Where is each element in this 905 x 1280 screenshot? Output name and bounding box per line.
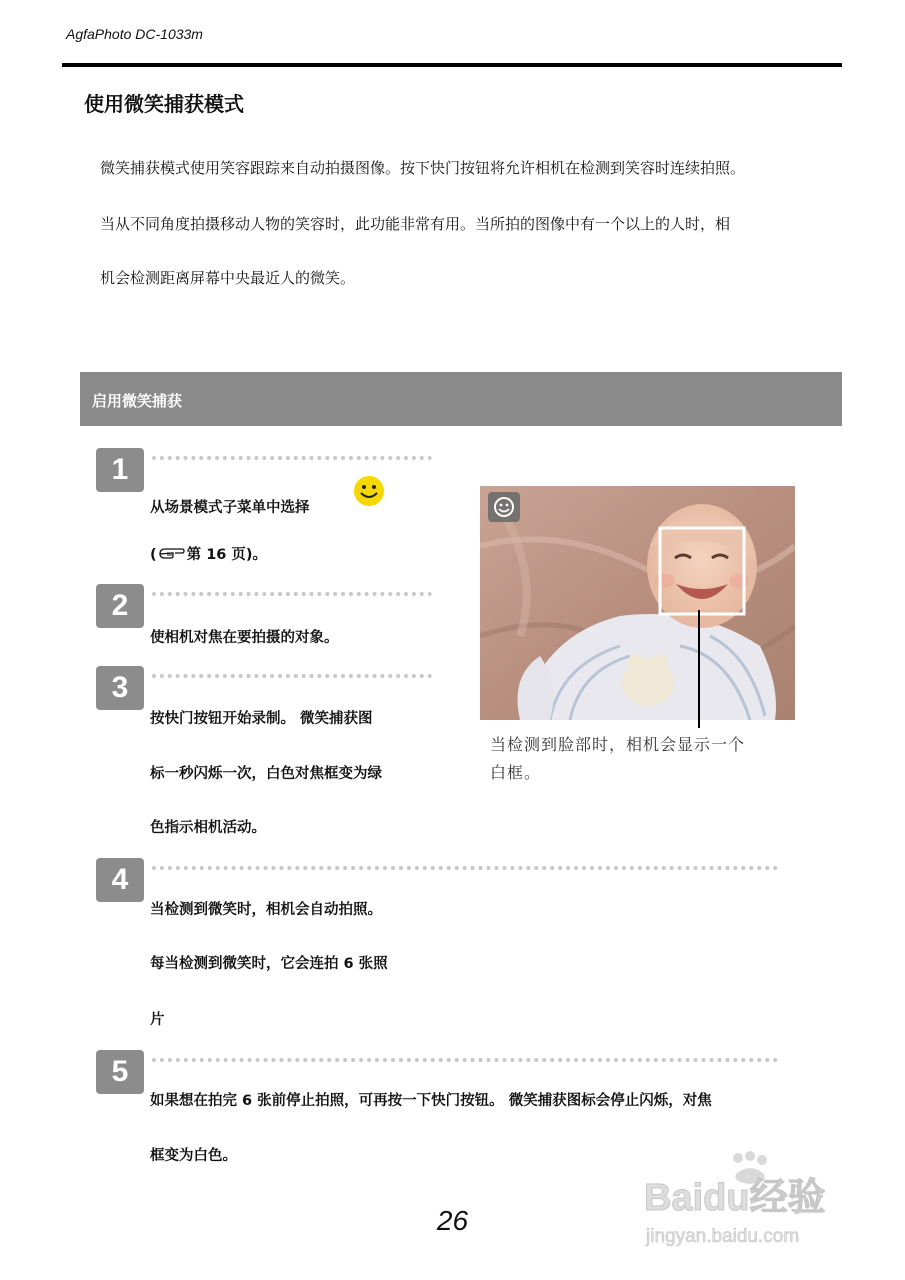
smile-capture-icon [352,474,386,512]
section-title: 使用微笑捕获模式 [84,92,244,116]
intro-line-2: 当从不同角度拍摄移动人物的笑容时，此功能非常有用。当所拍的图像中有一个以上的人时，相 [100,215,731,233]
step-3-line-1: 按快门按钮开始录制。 微笑捕获图 [150,711,373,727]
figure-caption-line-2: 白框。 [490,763,542,782]
pointing-hand-icon [158,545,186,565]
procedure-banner-title: 启用微笑捕获 [92,392,183,410]
step-badge-2: 2 [96,584,144,628]
step-2-line-1: 使相机对焦在要拍摄的对象。 [150,630,339,646]
step-divider-4 [152,866,778,870]
step-1-line-1: 从场景模式子菜单中选择 [150,500,310,516]
figure-caption-line-1: 当检测到脸部时，相机会显示一个 [490,735,746,754]
page-ref-open: ( [150,547,157,563]
caption-leader-line [698,610,700,728]
step-divider-3 [152,674,432,678]
step-badge-5: 5 [96,1050,144,1094]
step-badge-1: 1 [96,448,144,492]
watermark-brand: Baidu经验 [644,1177,826,1219]
step-divider-5 [152,1058,778,1062]
step-5-line-2: 框变为白色。 [150,1148,237,1164]
step-badge-4: 4 [96,858,144,902]
page-number: 26 [436,1205,469,1236]
intro-line-1: 微笑捕获模式使用笑容跟踪来自动拍摄图像。按下快门按钮将允许相机在检测到笑容时连续拍照。 [100,159,746,177]
step-4-line-2: 每当检测到微笑时，它会连拍 6 张照 [150,956,388,972]
header-rule [62,63,842,67]
step-4-line-1: 当检测到微笑时，相机会自动拍照。 [150,902,382,918]
step-badge-3: 3 [96,666,144,710]
page-ref-text: 第 16 页)。 [186,547,268,563]
step-1-line-2 [150,543,267,565]
step-4-line-3: 片 [150,1012,165,1028]
intro-line-3: 机会检测距离屏幕中央最近人的微笑。 [100,269,356,287]
baidu-watermark [640,1150,855,1250]
step-divider-2 [152,592,432,596]
step-3-line-3: 色指示相机活动。 [150,820,266,836]
procedure-banner [80,372,842,426]
header-model-name: AgfaPhoto DC-1033m [66,26,203,42]
baby-photo [480,486,795,720]
step-3-line-2: 标一秒闪烁一次，白色对焦框变为绿 [150,766,382,782]
step-5-line-1: 如果想在拍完 6 张前停止拍照，可再按一下快门按钮。 微笑捕获图标会停止闪烁，对焦 [150,1093,712,1109]
step-divider-1 [152,456,432,460]
watermark-url: jingyan.baidu.com [646,1226,800,1247]
